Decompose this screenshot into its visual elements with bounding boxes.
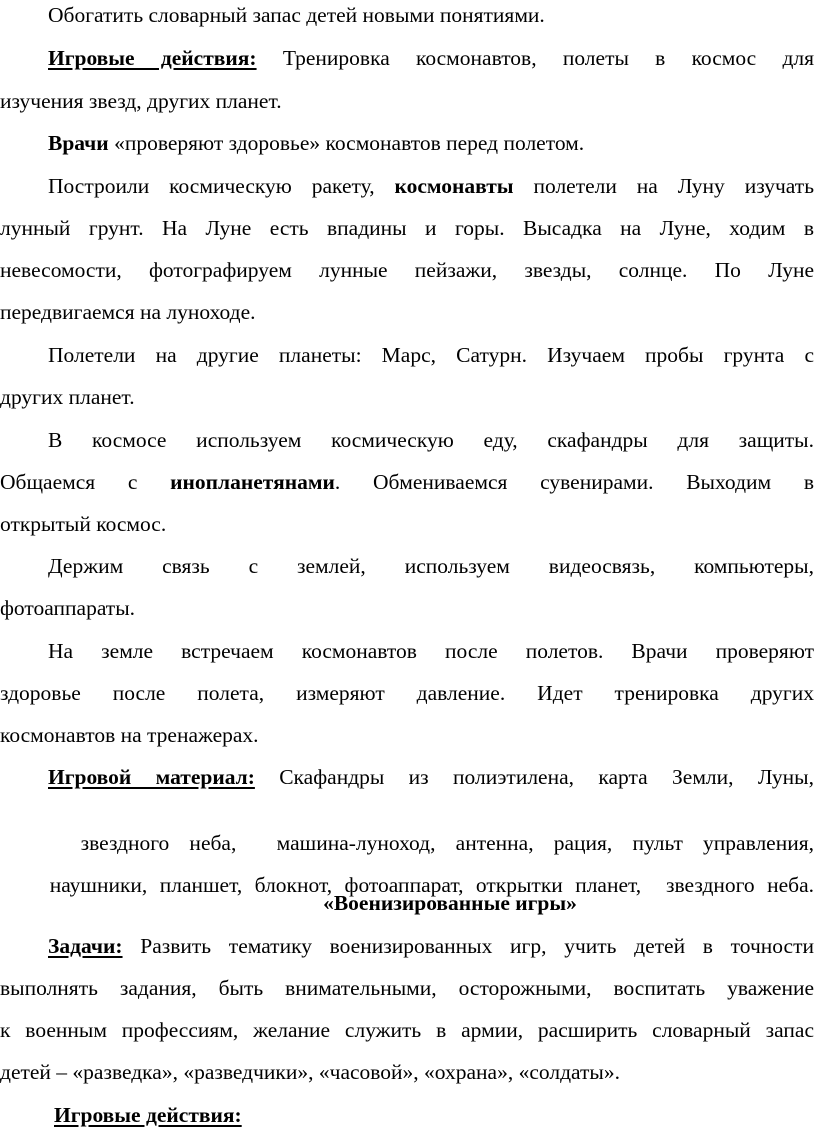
text: фотоаппараты. xyxy=(0,596,136,620)
section-heading xyxy=(0,891,814,915)
paragraph-line xyxy=(0,174,814,198)
paragraph-line xyxy=(0,1018,814,1042)
text: других планет. xyxy=(0,385,135,409)
text: невесомости, фотографируем лунные пейзажи, звезды, солнце. По Луне xyxy=(0,258,814,282)
text: полетели на Луну изучать xyxy=(513,174,814,198)
paragraph-line xyxy=(0,300,814,324)
section-label: Задачи: xyxy=(48,934,123,958)
text: Построили космическую ракету, xyxy=(48,174,395,198)
text: . Обмениваемся сувенирами. Выходим в xyxy=(334,470,814,494)
paragraph-line xyxy=(0,258,814,282)
paragraph-line xyxy=(0,46,814,70)
bold-term: инопланетянами xyxy=(170,470,335,494)
text: На земле встречаем космонавтов после полетов. Врачи проверяют xyxy=(48,639,814,663)
paragraph-line xyxy=(0,343,814,367)
text: Скафандры из полиэтилена, карта Земли, Луны, xyxy=(254,765,814,789)
paragraph-line xyxy=(0,976,814,1000)
text: «проверяют здоровье» космонавтов перед полетом. xyxy=(108,131,585,155)
text: В космосе используем космическую еду, скафандры для защиты. xyxy=(48,428,814,452)
paragraph-line xyxy=(0,639,814,663)
paragraph-line xyxy=(0,596,814,620)
paragraph-line xyxy=(0,1103,814,1127)
text: Тренировка космонавтов, полеты в космос для xyxy=(256,46,814,70)
text: выполнять задания, быть внимательными, осторожными, воспитать уважение xyxy=(0,976,814,1000)
paragraph-line xyxy=(0,765,814,789)
text: изучения звезд, других планет. xyxy=(0,89,282,113)
paragraph-line xyxy=(0,934,814,958)
heading-text: «Военизированные игры» xyxy=(323,891,577,915)
bold-term: Врачи xyxy=(48,131,109,155)
section-label: Игровые действия: xyxy=(54,1103,242,1127)
text: Обогатить словарный запас детей новыми понятиями. xyxy=(48,3,545,27)
text: лунный грунт. На Луне есть впадины и горы. Высадка на Луне, ходим в xyxy=(0,216,814,240)
text: здоровье после полета, измеряют давление. Идет тренировка других xyxy=(0,681,814,705)
paragraph-line xyxy=(0,554,814,578)
text: передвигаемся на луноходе. xyxy=(0,300,256,324)
text: Развить тематику военизированных игр, учить детей в точности xyxy=(122,934,814,958)
text: Общаемся с xyxy=(0,470,171,494)
text: детей – «разведка», «разведчики», «часовой», «охрана», «солдаты». xyxy=(0,1060,620,1084)
paragraph-line xyxy=(0,216,814,240)
paragraph-line xyxy=(0,470,814,494)
paragraph-line xyxy=(0,3,814,27)
text: Держим связь с землей, используем видеосвязь, компьютеры, xyxy=(48,554,814,578)
section-label: Игровые действия: xyxy=(48,46,257,70)
paragraph-line xyxy=(0,428,814,452)
paragraph-line xyxy=(0,723,814,747)
text: к военным профессиям, желание служить в армии, расширить словарный запас xyxy=(0,1018,814,1042)
text: звездного неба, машина-луноход, антенна, рация, пульт управления, xyxy=(80,831,814,855)
text: открытый космос. xyxy=(0,512,167,536)
paragraph-line xyxy=(0,385,814,409)
paragraph-line xyxy=(0,512,814,536)
bold-term: космонавты xyxy=(394,174,514,198)
text: наушники, планшет, блокнот, фотоаппарат, открытки планет, звездного неба. xyxy=(49,873,814,897)
text: Полетели на другие планеты: Марс, Сатурн. Изучаем пробы грунта с xyxy=(48,343,814,367)
paragraph-line xyxy=(0,1060,814,1084)
text: космонавтов на тренажерах. xyxy=(0,723,259,747)
paragraph-line xyxy=(0,89,814,113)
paragraph-line xyxy=(0,131,814,155)
section-label: Игровой материал: xyxy=(48,765,255,789)
paragraph-line xyxy=(0,681,814,705)
